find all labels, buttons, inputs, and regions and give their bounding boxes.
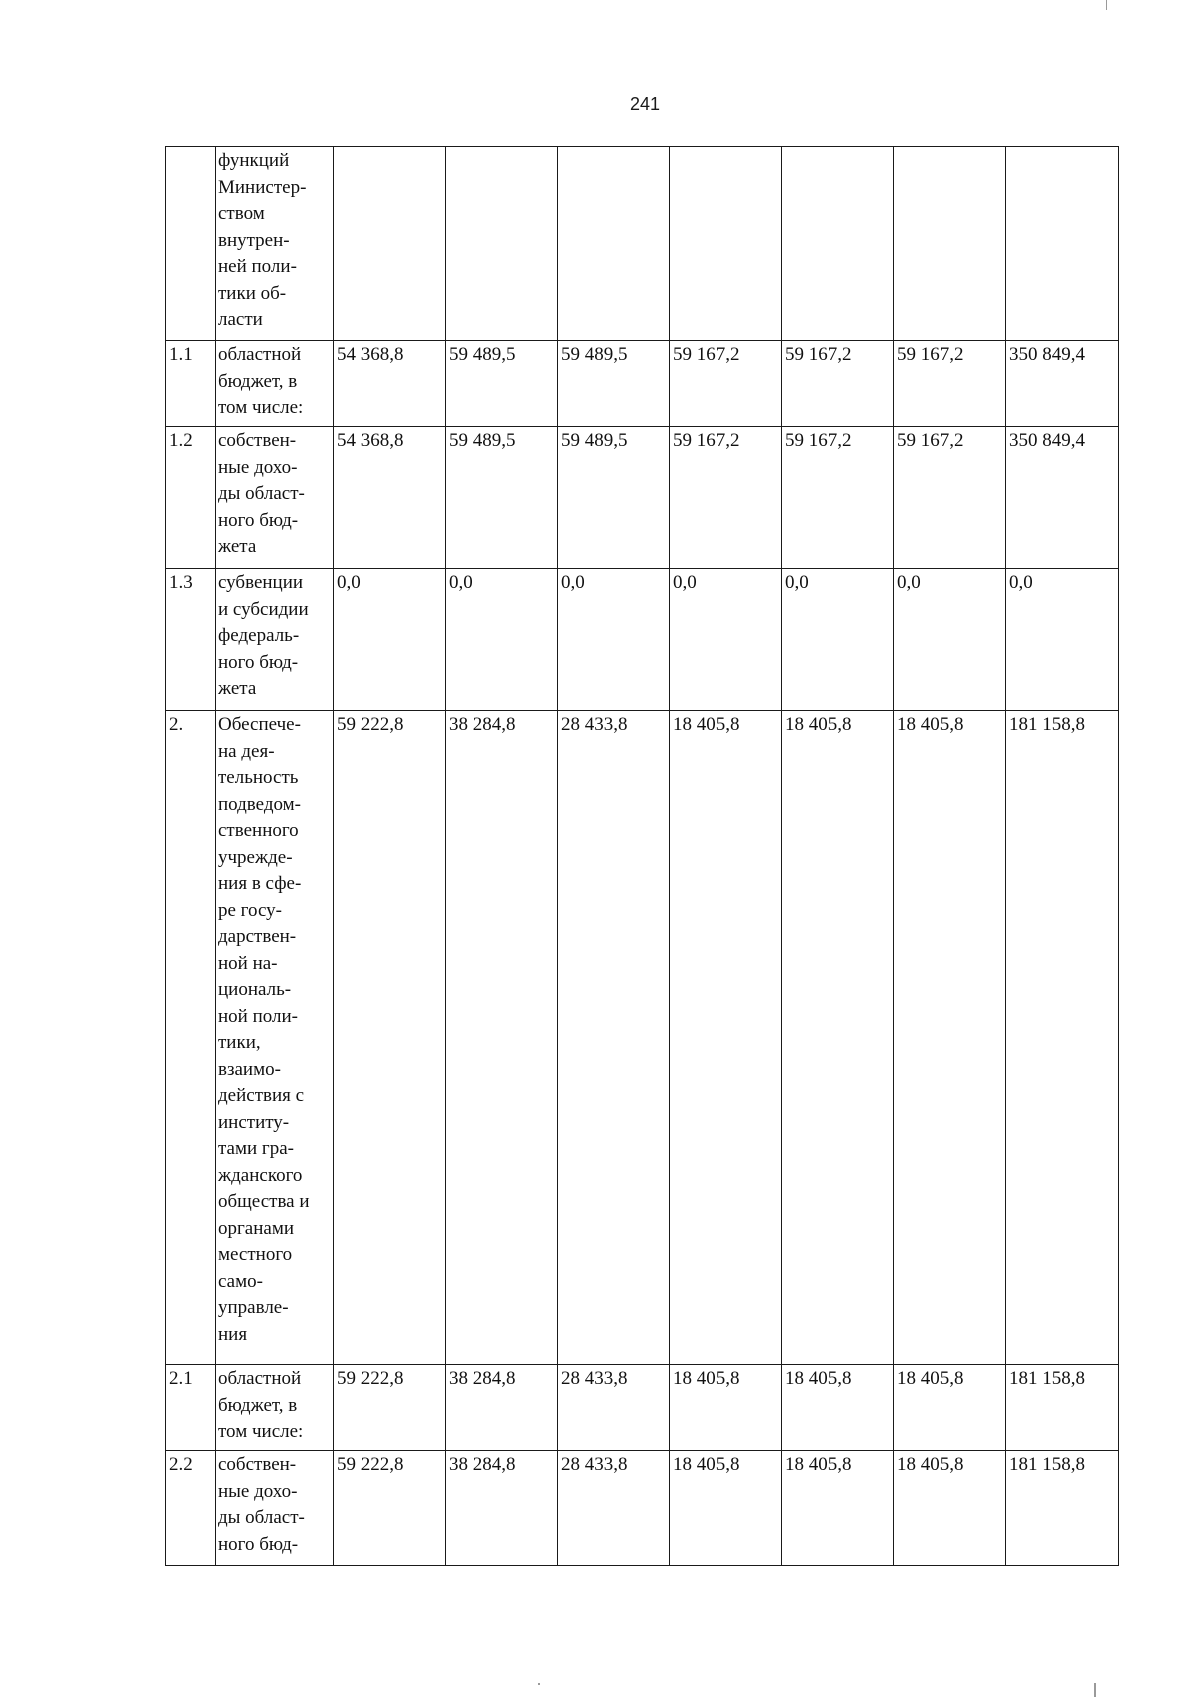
table-row [166, 569, 1119, 711]
value-cell: 350 849,4 [1006, 427, 1119, 569]
description-line: тельность [218, 767, 299, 788]
description-line: том числе: [218, 1421, 304, 1442]
value-cell: 28 433,8 [558, 1365, 670, 1451]
value-cell: 59 167,2 [894, 427, 1006, 569]
value-cell: 59 489,5 [558, 341, 670, 427]
description-line: ством [218, 203, 265, 224]
value-cell: 59 222,8 [334, 711, 446, 1365]
value-cell: 54 368,8 [334, 341, 446, 427]
description-line: общества и [218, 1191, 310, 1212]
value-cell: 28 433,8 [558, 711, 670, 1365]
value-cell: 38 284,8 [446, 711, 558, 1365]
value-cell: 0,0 [894, 569, 1006, 711]
value-cell: 18 405,8 [894, 1365, 1006, 1451]
description-line: субвенции [218, 572, 304, 593]
value-cell: 18 405,8 [782, 1451, 894, 1566]
value-cell: 59 222,8 [334, 1365, 446, 1451]
value-cell: 350 849,4 [1006, 341, 1119, 427]
description-line: ной поли- [218, 1005, 298, 1027]
value-cell: 18 405,8 [894, 1451, 1006, 1566]
table-row [166, 341, 1119, 427]
row-description [216, 711, 334, 1365]
budget-table [165, 146, 1119, 1566]
table-row [166, 427, 1119, 569]
value-cell: 18 405,8 [670, 711, 782, 1365]
description-line: ния [218, 1323, 248, 1345]
value-cell: 0,0 [782, 569, 894, 711]
value-cell: 18 405,8 [670, 1365, 782, 1451]
value-cell [446, 147, 558, 341]
value-cell: 181 158,8 [1006, 1365, 1119, 1451]
value-cell [670, 147, 782, 341]
description-line: ре госу- [218, 899, 282, 921]
description-line: ственного [218, 820, 299, 841]
value-cell [1006, 147, 1119, 341]
description-line: тики, [218, 1032, 261, 1053]
description-line: ного бюд- [218, 509, 299, 531]
description-line: жета [218, 678, 257, 699]
description-line: том числе: [218, 397, 304, 418]
row-description [216, 341, 334, 427]
value-cell: 181 158,8 [1006, 1451, 1119, 1566]
value-cell: 59 222,8 [334, 1451, 446, 1566]
table-row [166, 1365, 1119, 1451]
row-description [216, 427, 334, 569]
description-line: управле- [218, 1297, 289, 1318]
description-line: ного бюд- [218, 1533, 299, 1555]
value-cell: 18 405,8 [782, 711, 894, 1365]
description-line: Обеспече- [218, 714, 301, 735]
scan-mark [1106, 0, 1107, 10]
description-line: дарствен- [218, 926, 297, 947]
description-line: функций [218, 150, 290, 171]
description-line: федераль- [218, 625, 300, 646]
value-cell: 38 284,8 [446, 1365, 558, 1451]
value-cell: 59 167,2 [670, 341, 782, 427]
description-line: подведом- [218, 793, 301, 815]
description-line: ласти [218, 309, 263, 330]
row-index: 2.2 [166, 1451, 216, 1566]
description-line: ного бюд- [218, 651, 299, 673]
description-line: ды област- [218, 483, 305, 504]
description-line: жета [218, 536, 257, 557]
value-cell: 0,0 [334, 569, 446, 711]
value-cell [558, 147, 670, 341]
table-row [166, 147, 1119, 341]
description-line: бюджет, в [218, 370, 298, 392]
value-cell [782, 147, 894, 341]
row-description [216, 147, 334, 341]
value-cell [894, 147, 1006, 341]
description-line: тами гра- [218, 1138, 294, 1159]
scan-mark [538, 1683, 540, 1685]
row-index: 1.3 [166, 569, 216, 711]
description-line: само- [218, 1270, 263, 1292]
row-index: 2.1 [166, 1365, 216, 1451]
description-line: ные дохо- [218, 1480, 298, 1502]
description-line: областной [218, 344, 302, 365]
row-description [216, 1451, 334, 1566]
value-cell: 0,0 [1006, 569, 1119, 711]
value-cell: 59 489,5 [558, 427, 670, 569]
value-cell: 38 284,8 [446, 1451, 558, 1566]
description-line: местного [218, 1244, 293, 1265]
description-line: жданского [218, 1164, 303, 1186]
value-cell: 59 167,2 [782, 427, 894, 569]
value-cell: 54 368,8 [334, 427, 446, 569]
value-cell: 18 405,8 [782, 1365, 894, 1451]
row-index: 1.1 [166, 341, 216, 427]
description-line: на дея- [218, 740, 275, 762]
value-cell: 28 433,8 [558, 1451, 670, 1566]
table-row [166, 711, 1119, 1365]
description-line: ные дохо- [218, 456, 298, 478]
scan-mark [1094, 1683, 1096, 1697]
value-cell: 59 167,2 [782, 341, 894, 427]
description-line: институ- [218, 1111, 290, 1133]
description-line: ды област- [218, 1507, 305, 1528]
description-line: и субсидии [218, 598, 309, 620]
row-description [216, 569, 334, 711]
description-line: внутрен- [218, 229, 290, 251]
value-cell: 59 489,5 [446, 341, 558, 427]
value-cell [334, 147, 446, 341]
value-cell: 18 405,8 [894, 711, 1006, 1365]
description-line: ния в сфе- [218, 873, 302, 894]
value-cell: 0,0 [446, 569, 558, 711]
description-line: ней поли- [218, 256, 297, 277]
description-line: органами [218, 1217, 295, 1239]
description-line: тики об- [218, 282, 287, 304]
value-cell: 0,0 [670, 569, 782, 711]
table-body [166, 147, 1119, 1566]
description-line: ной на- [218, 952, 278, 974]
description-line: циональ- [218, 979, 292, 1000]
table-row [166, 1451, 1119, 1566]
description-line: собствен- [218, 430, 297, 451]
value-cell: 59 167,2 [894, 341, 1006, 427]
value-cell: 0,0 [558, 569, 670, 711]
row-index: 2. [166, 711, 216, 1365]
value-cell: 18 405,8 [670, 1451, 782, 1566]
description-line: учрежде- [218, 846, 293, 868]
description-line: собствен- [218, 1454, 297, 1475]
description-line: Министер- [218, 176, 307, 198]
description-line: областной [218, 1368, 302, 1389]
row-description [216, 1365, 334, 1451]
value-cell: 181 158,8 [1006, 711, 1119, 1365]
description-line: действия с [218, 1085, 305, 1106]
page-number: 241 [629, 94, 661, 114]
value-cell: 59 489,5 [446, 427, 558, 569]
description-line: взаимо- [218, 1058, 281, 1080]
row-index: 1.2 [166, 427, 216, 569]
description-line: бюджет, в [218, 1394, 298, 1416]
value-cell: 59 167,2 [670, 427, 782, 569]
row-index [166, 147, 216, 341]
